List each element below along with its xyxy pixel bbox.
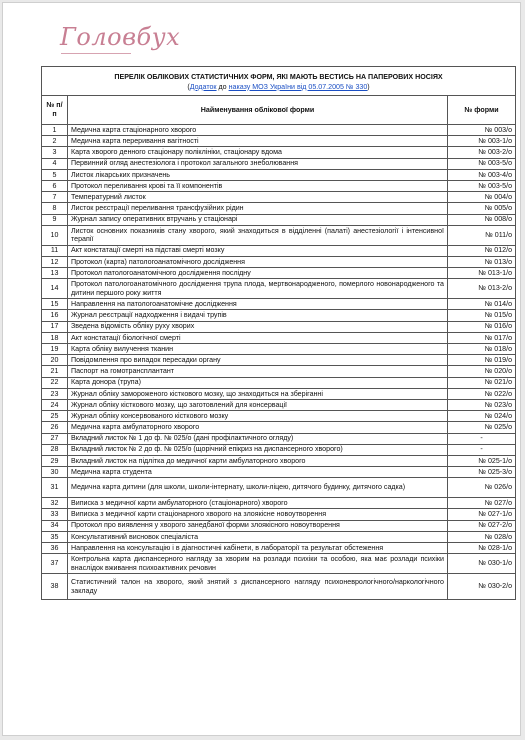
form-name: Медична карта переривання вагітності (68, 136, 448, 147)
form-name: Первинний огляд анестезіолога і протокол загального знеболювання (68, 158, 448, 169)
row-number: 3 (42, 147, 68, 158)
form-name: Медична карта студента (68, 467, 448, 478)
form-name: Протокол патологоанатомічного дослідження трупа плода, мертвонародженого, померлого новонародженого та дитини першого року життя (68, 279, 448, 299)
form-code: № 023/о (448, 399, 516, 410)
form-name: Направлення на патологоанатомічне дослідження (68, 299, 448, 310)
row-number: 1 (42, 125, 68, 136)
row-number: 30 (42, 467, 68, 478)
table-row (42, 310, 516, 321)
form-name: Вкладний листок № 2 до ф. № 025/о (щорічний епікриз на диспансерного хворого) (68, 444, 448, 455)
row-number: 31 (42, 478, 68, 498)
form-name: Вкладний листок на підлітка до медичної карти амбулаторного хворого (68, 455, 448, 466)
table-row (42, 245, 516, 256)
table-row (42, 467, 516, 478)
table-title-row (42, 67, 516, 96)
row-number: 23 (42, 388, 68, 399)
form-name: Виписка з медичної карти стаціонарного хворого на злоякісне новоутворення (68, 509, 448, 520)
form-code: № 019/о (448, 355, 516, 366)
table-row (42, 192, 516, 203)
forms-table-body (42, 125, 516, 600)
logo-underline (61, 53, 131, 54)
form-name: Зведена відомість обліку руху хворих (68, 321, 448, 332)
row-number: 16 (42, 310, 68, 321)
row-number: 11 (42, 245, 68, 256)
table-row (42, 520, 516, 531)
form-name: Статистичний талон на хворого, який знятий з диспансерного нагляду психоневрологічного/наркологічного закладу (68, 574, 448, 600)
table-row (42, 399, 516, 410)
document-page (2, 2, 521, 736)
form-name: Медична карта стаціонарного хворого (68, 125, 448, 136)
form-name: Вкладний листок № 1 до ф. № 025/о (дані профілактичного огляду) (68, 433, 448, 444)
form-name: Листок реєстрації переливання трансфузійних рідин (68, 203, 448, 214)
row-number: 4 (42, 158, 68, 169)
order-link[interactable]: наказу МОЗ України від 05.07.2005 № 330 (228, 82, 368, 91)
table-row (42, 299, 516, 310)
row-number: 5 (42, 169, 68, 180)
form-name: Листок лікарських призначень (68, 169, 448, 180)
form-name: Журнал обліку консервованого кісткового мозку (68, 411, 448, 422)
form-name: Протокол (карта) патологоанатомічного дослідження (68, 256, 448, 267)
column-header-num: № п/п (42, 96, 68, 125)
form-code: № 022/о (448, 388, 516, 399)
row-number: 13 (42, 268, 68, 279)
form-code: № 003/о (448, 125, 516, 136)
form-code: № 030-1/о (448, 554, 516, 574)
form-name: Повідомлення про випадок пересадки органу (68, 355, 448, 366)
table-row (42, 498, 516, 509)
form-code: № 014/о (448, 299, 516, 310)
form-code: № 011/о (448, 225, 516, 245)
form-code: № 003-5/о (448, 180, 516, 191)
table-row (42, 355, 516, 366)
form-name: Карта донора (трупа) (68, 377, 448, 388)
form-code: № 027-2/о (448, 520, 516, 531)
form-code: № 012/о (448, 245, 516, 256)
table-row (42, 388, 516, 399)
row-number: 34 (42, 520, 68, 531)
form-code: № 016/о (448, 321, 516, 332)
table-row (42, 366, 516, 377)
form-code: № 008/о (448, 214, 516, 225)
form-name: Листок основних показників стану хворого, який знаходиться в відділенні (палаті) анестезіології і інтенсивної терапії (68, 225, 448, 245)
table-row (42, 433, 516, 444)
form-code: № 005/о (448, 203, 516, 214)
form-code: № 018/о (448, 344, 516, 355)
form-name: Температурний листок (68, 192, 448, 203)
table-row (42, 225, 516, 245)
brand-logo: Головбух (60, 23, 181, 51)
row-number: 6 (42, 180, 68, 191)
form-name: Протокол переливання крові та її компонентів (68, 180, 448, 191)
form-code: № 013-2/о (448, 279, 516, 299)
table-row (42, 321, 516, 332)
table-subtitle (45, 83, 512, 92)
row-number: 7 (42, 192, 68, 203)
table-row (42, 136, 516, 147)
form-code: № 013-1/о (448, 268, 516, 279)
row-number: 24 (42, 399, 68, 410)
row-number: 2 (42, 136, 68, 147)
form-name: Виписка з медичної карти амбулаторного (стаціонарного) хворого (68, 498, 448, 509)
form-name: Карта обліку вилучення тканин (68, 344, 448, 355)
table-row (42, 332, 516, 343)
form-name: Консультативний висновок спеціаліста (68, 531, 448, 542)
table-row (42, 543, 516, 554)
column-header-name: Найменування облікової форми (68, 96, 448, 125)
form-code: № 004/о (448, 192, 516, 203)
row-number: 25 (42, 411, 68, 422)
form-code: № 003-4/о (448, 169, 516, 180)
column-header-row (42, 96, 516, 125)
row-number: 26 (42, 422, 68, 433)
form-code: № 028/о (448, 531, 516, 542)
table-row (42, 125, 516, 136)
form-name: Контрольна карта диспансерного нагляду за хворим на розлади психіки та особою, яка має розлади психіки внаслідок вживання психоактивних речовин (68, 554, 448, 574)
form-name: Паспорт на гомотрансплантант (68, 366, 448, 377)
form-code: № 026/о (448, 478, 516, 498)
form-code: № 030-2/о (448, 574, 516, 600)
form-name: Акт констатації смерті на підставі смерті мозку (68, 245, 448, 256)
form-name: Карта хворого денного стаціонару поліклініки, стаціонару вдома (68, 147, 448, 158)
subtitle-open-paren: ( (187, 82, 190, 91)
row-number: 29 (42, 455, 68, 466)
table-row (42, 554, 516, 574)
row-number: 20 (42, 355, 68, 366)
table-row (42, 279, 516, 299)
row-number: 9 (42, 214, 68, 225)
form-code: № 020/о (448, 366, 516, 377)
form-code: № 015/о (448, 310, 516, 321)
row-number: 14 (42, 279, 68, 299)
table-row (42, 531, 516, 542)
row-number: 8 (42, 203, 68, 214)
form-name: Журнал запису оперативних втручань у стаціонарі (68, 214, 448, 225)
row-number: 27 (42, 433, 68, 444)
table-row (42, 344, 516, 355)
row-number: 36 (42, 543, 68, 554)
row-number: 21 (42, 366, 68, 377)
table-header-cell (42, 67, 516, 96)
row-number: 35 (42, 531, 68, 542)
form-name: Протокол про виявлення у хворого занедбаної форми злоякісного новоутворення (68, 520, 448, 531)
forms-table (41, 66, 516, 600)
form-name: Протокол патологоанатомічного дослідження послідну (68, 268, 448, 279)
table-row (42, 203, 516, 214)
table-row (42, 169, 516, 180)
table-row (42, 444, 516, 455)
table-row (42, 268, 516, 279)
table-row (42, 455, 516, 466)
row-number: 22 (42, 377, 68, 388)
form-code: № 025-3/о (448, 467, 516, 478)
form-name: Журнал обліку кісткового мозку, що заготовлений для консервації (68, 399, 448, 410)
subtitle-close-paren: ) (367, 82, 370, 91)
table-row (42, 214, 516, 225)
table-row (42, 377, 516, 388)
form-name: Акт констатації біологічної смерті (68, 332, 448, 343)
form-code: № 017/о (448, 332, 516, 343)
form-name: Направлення на консультацію і в діагностичні кабінети, в лабораторії та результат обстеження (68, 543, 448, 554)
row-number: 15 (42, 299, 68, 310)
form-code: № 027/о (448, 498, 516, 509)
row-number: 33 (42, 509, 68, 520)
table-row (42, 256, 516, 267)
form-name: Медична карта амбулаторного хворого (68, 422, 448, 433)
form-code: № 003-2/о (448, 147, 516, 158)
row-number: 38 (42, 574, 68, 600)
table-row (42, 411, 516, 422)
table-row (42, 422, 516, 433)
form-code: № 024/о (448, 411, 516, 422)
table-row (42, 180, 516, 191)
row-number: 37 (42, 554, 68, 574)
form-code: № 021/о (448, 377, 516, 388)
table-row (42, 478, 516, 498)
row-number: 32 (42, 498, 68, 509)
column-header-code: № форми (448, 96, 516, 125)
form-name: Журнал обліку замороженого кісткового мозку, що знаходиться на зберіганні (68, 388, 448, 399)
row-number: 10 (42, 225, 68, 245)
row-number: 18 (42, 332, 68, 343)
form-code: № 003-5/о (448, 158, 516, 169)
form-code: № 003-1/о (448, 136, 516, 147)
form-code: - (448, 433, 516, 444)
form-code: - (448, 444, 516, 455)
form-code: № 028-1/о (448, 543, 516, 554)
row-number: 17 (42, 321, 68, 332)
form-code: № 025-1/о (448, 455, 516, 466)
form-code: № 027-1/о (448, 509, 516, 520)
form-code: № 013/о (448, 256, 516, 267)
table-row (42, 574, 516, 600)
table-row (42, 158, 516, 169)
table-row (42, 147, 516, 158)
table-title: ПЕРЕЛІК ОБЛІКОВИХ СТАТИСТИЧНИХ ФОРМ, ЯКІ МАЮТЬ ВЕСТИСЬ НА ПАПЕРОВИХ НОСІЯХ (114, 72, 443, 81)
row-number: 19 (42, 344, 68, 355)
row-number: 12 (42, 256, 68, 267)
form-code: № 025/о (448, 422, 516, 433)
form-name: Журнал реєстрації надходження і видачі трупів (68, 310, 448, 321)
form-name: Медична карта дитини (для школи, школи-інтернату, школи-ліцею, дитячого будинку, дитячого садка) (68, 478, 448, 498)
row-number: 28 (42, 444, 68, 455)
appendix-link[interactable]: Додаток (189, 82, 217, 91)
subtitle-connector: до (216, 82, 229, 91)
table-row (42, 509, 516, 520)
